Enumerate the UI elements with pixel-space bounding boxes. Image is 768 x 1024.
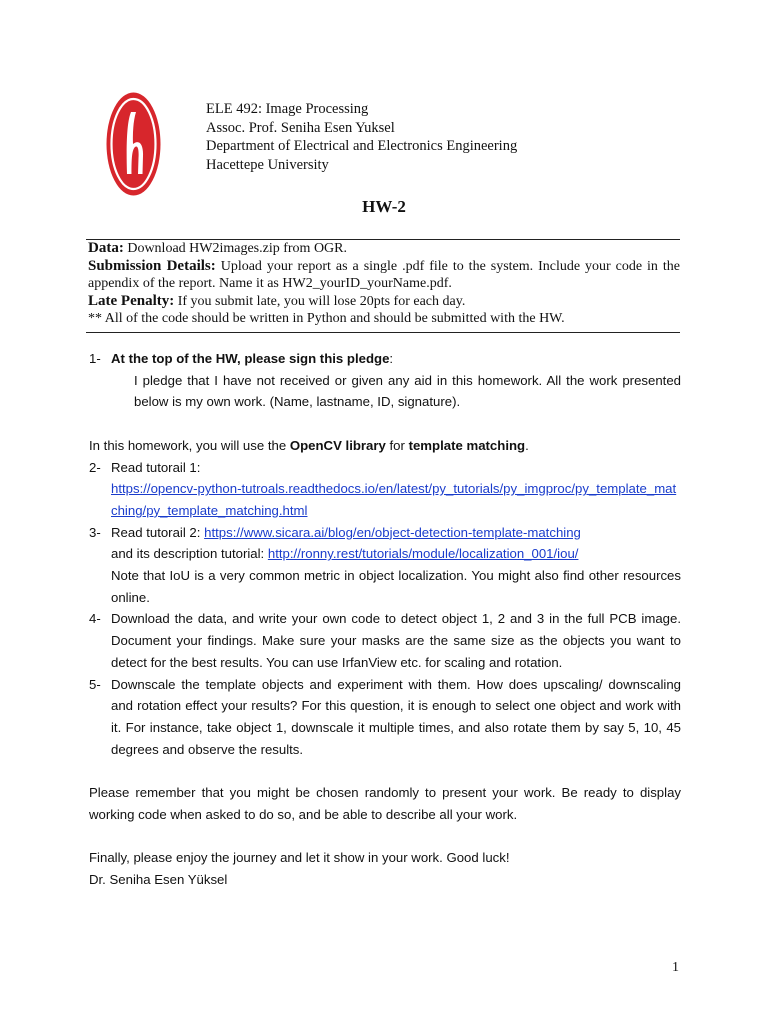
assignment-body [89,348,681,891]
item-number: 5- [89,676,101,692]
list-item-2 [89,457,681,522]
penalty-line [88,293,680,311]
bottom-rule [86,332,680,333]
penalty-text: If you submit late, you will lose 20pts for each day. [174,293,466,309]
page-number: 1 [672,960,679,975]
description-tutorial-link[interactable]: http://ronny.rest/tutorials/module/localization_001/iou/ [267,546,579,562]
item-5-text: Downscale the template objects and experiment with them. How does upscaling/ downscaling and rotation effect your results? For this question, it is enough to select one object and work with it. For instance, take object 1, downscale it multiple times, and also rotate them by say 5, 10, 45 degrees and observe the results. [111,676,681,757]
item-number: 3- [89,524,101,540]
submission-label: Submission Details: [88,257,216,274]
intro-topic: template matching [408,437,526,453]
intro-post: . [525,437,529,453]
item-4-text: Download the data, and write your own code to detect object 1, 2 and 3 in the full PCB image. Document your findings. Make sure your masks are the same size as the objects you want to detect for the best results. You can use IrfanView etc. for scaling and rotation. [111,611,681,670]
info-box [88,240,680,328]
list-item-5 [89,674,681,761]
university-logo-icon [106,92,161,196]
tutorial-2-link[interactable]: https://www.sicara.ai/blog/en/object-detection-template-matching [204,524,581,540]
python-note: ** All of the code should be written in Python and should be submitted with the HW. [88,311,565,326]
description-tutorial-label: and its description tutorial: [111,546,268,562]
intro-pre: In this homework, you will use the [89,437,290,453]
course-header [206,100,517,174]
data-line [88,240,680,258]
university-name: Hacettepe University [206,156,329,173]
data-text: Download HW2images.zip from OGR. [123,241,348,256]
spacer [89,825,681,847]
department-name: Department of Electrical and Electronics Engineering [206,138,518,154]
penalty-label: Late Penalty: [88,292,175,309]
submission-line [88,258,680,293]
instructor-name: Assoc. Prof. Seniha Esen Yuksel [206,119,395,136]
list-item-3 [89,522,681,609]
list-item-1 [89,348,681,370]
intro-mid: for [385,437,409,453]
intro-paragraph [89,435,681,457]
submission-text: Upload your report as a single .pdf file to the system. Include your code in the appendix of the report. Name it as HW2_yourID_yourName.pdf. [88,258,681,291]
list-item-4 [89,608,681,673]
tutorial-2-label: Read tutorail 2: [111,524,205,540]
pledge-colon: : [389,351,394,366]
signature-line: Dr. Seniha Esen Yüksel [89,871,228,887]
remember-paragraph: Please remember that you might be chosen randomly to present your work. Be ready to display working code when asked to do so, and be able to describe all your work. [89,785,681,822]
item-number: 4- [89,611,101,627]
pledge-heading: At the top of the HW, please sign this pledge [111,351,390,366]
page-title: HW-2 [362,197,406,216]
spacer [89,760,681,782]
intro-library: OpenCV library [289,437,386,453]
iou-note: Note that IoU is a very common metric in object localization. You might also find other resources online. [111,568,681,605]
course-name: ELE 492: Image Processing [206,101,369,117]
tutorial-1-link[interactable]: https://opencv-python-tutroals.readthedocs.io/en/latest/py_tutorials/py_imgproc/py_template_matching/py_template_matching.html [111,481,677,518]
tutorial-1-label: Read tutorail 1: [111,459,201,475]
data-label: Data: [88,240,124,256]
item-number: 1- [89,351,101,366]
spacer [89,413,681,435]
pledge-text: I pledge that I have not received or given any aid in this homework. All the work presented below is my own work. (Name, lastname, ID, signature). [134,372,681,410]
closing-line: Finally, please enjoy the journey and let it show in your work. Good luck! [89,850,510,866]
item-number: 2- [89,459,101,475]
